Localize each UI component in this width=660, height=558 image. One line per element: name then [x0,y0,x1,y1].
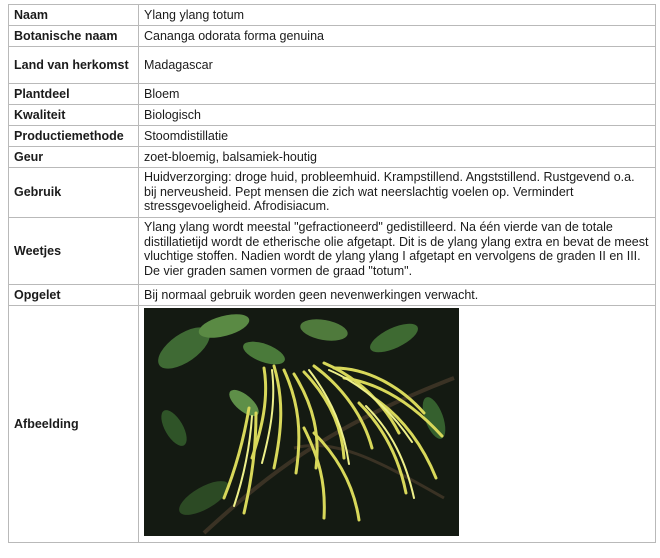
row-botanische-naam [9,26,656,47]
label-opgelet: Opgelet [9,285,139,306]
value-gebruik: Huidverzorging: droge huid, probleemhuid. Krampstillend. Angststillend. Rustgevend o.a. bij nerveusheid. Pept mensen die zich wat neerslachtig voelen op. Vermindert stressgevoeligheid. Afrodisiacum. [139,168,656,218]
label-plantdeel: Plantdeel [9,84,139,105]
row-weetjes [9,218,656,285]
label-productiemethode: Productiemethode [9,126,139,147]
row-productiemethode [9,126,656,147]
label-geur: Geur [9,147,139,168]
value-opgelet: Bij normaal gebruik worden geen nevenwerkingen verwacht. [139,285,656,306]
value-afbeelding [139,306,656,543]
product-info-table [8,4,656,543]
value-land-van-herkomst: Madagascar [139,47,656,84]
label-weetjes: Weetjes [9,218,139,285]
label-botanische-naam: Botanische naam [9,26,139,47]
row-naam [9,5,656,26]
value-geur: zoet-bloemig, balsamiek-houtig [139,147,656,168]
row-kwaliteit [9,105,656,126]
ylang-ylang-flower-photo [144,308,459,536]
row-afbeelding [9,306,656,543]
value-weetjes: Ylang ylang wordt meestal "gefractioneerd" gedistilleerd. Na één vierde van de totale distillatietijd wordt de etherische olie afgetapt. Dit is de ylang ylang extra en bevat de meest vluchtige stoffen. Nadien wordt de ylang ylang I afgetapt en vervolgens de graden II en III. De vier graden samen vormen de graad "totum". [139,218,656,285]
row-opgelet [9,285,656,306]
value-naam: Ylang ylang totum [139,5,656,26]
label-kwaliteit: Kwaliteit [9,105,139,126]
value-productiemethode: Stoomdistillatie [139,126,656,147]
label-naam: Naam [9,5,139,26]
row-plantdeel [9,84,656,105]
label-land-van-herkomst: Land van herkomst [9,47,139,84]
value-botanische-naam: Cananga odorata forma genuina [139,26,656,47]
row-land-van-herkomst [9,47,656,84]
label-gebruik: Gebruik [9,168,139,218]
value-kwaliteit: Biologisch [139,105,656,126]
label-afbeelding: Afbeelding [9,306,139,543]
row-geur [9,147,656,168]
row-gebruik [9,168,656,218]
value-plantdeel: Bloem [139,84,656,105]
